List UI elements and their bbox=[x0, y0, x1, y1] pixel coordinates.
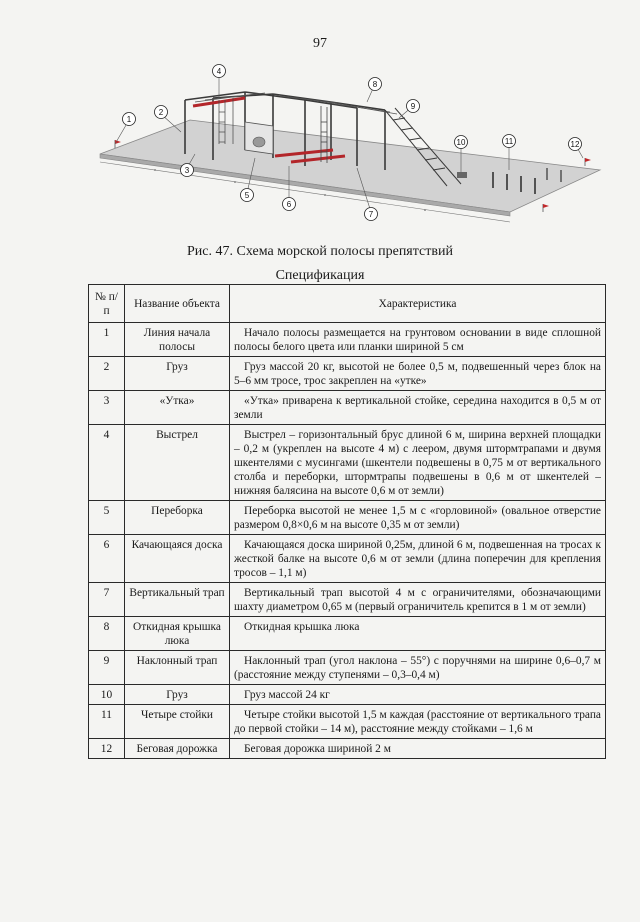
callout-1: 1 bbox=[126, 115, 132, 124]
row-name: Вертикальный трап bbox=[125, 583, 230, 617]
table-row bbox=[89, 501, 606, 535]
row-name: Качающаяся доска bbox=[125, 535, 230, 583]
flag-far bbox=[543, 204, 549, 212]
row-desc: Груз массой 24 кг bbox=[230, 685, 606, 705]
row-desc: Переборка высотой не менее 1,5 м с «горловиной» (овальное отверстие размером 0,8×0,6 м на высоте 0,35 м от земли) bbox=[230, 501, 606, 535]
callout-3: 3 bbox=[184, 166, 190, 175]
table-row bbox=[89, 425, 606, 501]
row-desc: Груз массой 20 кг, высотой не более 0,5 м, подвешенный через блок на 5–6 мм тросе, трос закреплен на «утке» bbox=[230, 357, 606, 391]
figure-caption: Рис. 47. Схема морской полосы препятствий bbox=[187, 244, 453, 259]
row-name: «Утка» bbox=[125, 391, 230, 425]
bulkhead bbox=[245, 122, 273, 154]
table-row bbox=[89, 651, 606, 685]
row-desc: Вертикальный трап высотой 4 м с ограничителями, обозначающими шахту диаметром 0,65 м (первый ограничитель крепится в 1 м от земли) bbox=[230, 583, 606, 617]
row-num: 5 bbox=[89, 501, 125, 535]
row-desc: Наклонный трап (угол наклона – 55°) с поручнями на ширине 0,6–0,7 м (расстояние между ступенями – 0,3–0,4 м) bbox=[230, 651, 606, 685]
row-num: 6 bbox=[89, 535, 125, 583]
row-desc: Откидная крышка люка bbox=[230, 617, 606, 651]
row-name: Груз bbox=[125, 685, 230, 705]
table-row bbox=[89, 583, 606, 617]
callout-5: 5 bbox=[244, 191, 250, 200]
row-name: Выстрел bbox=[125, 425, 230, 501]
weight-24kg bbox=[457, 172, 467, 178]
table-row bbox=[89, 357, 606, 391]
row-desc: Начало полосы размещается на грунтовом основании в виде сплошной полосы белого цвета или планки шириной 5 см bbox=[230, 323, 606, 357]
header-desc: Характеристика bbox=[230, 285, 606, 323]
callout-6: 6 bbox=[286, 200, 292, 209]
table-row bbox=[89, 617, 606, 651]
callout-8: 8 bbox=[372, 80, 378, 89]
row-name: Беговая дорожка bbox=[125, 739, 230, 759]
row-desc: Выстрел – горизонтальный брус длиной 6 м, ширина верхней площадки – 0,2 м (укреплен на высоте 4 м) с леером, двумя штормтрапами и двумя шкентелями с мусингами (шкентели подвешены в 0,75 м от вертикального столба и переборки, штормтрапы подвешены в 0,6 м от шкентелей – нижняя балясина на высоте 0,6 м от земли) bbox=[230, 425, 606, 501]
header-name: Название объекта bbox=[125, 285, 230, 323]
table-row bbox=[89, 535, 606, 583]
row-num: 4 bbox=[89, 425, 125, 501]
row-num: 8 bbox=[89, 617, 125, 651]
table-row bbox=[89, 705, 606, 739]
callout-2: 2 bbox=[158, 108, 164, 117]
row-desc: Качающаяся доска шириной 0,25м, длиной 6 м, подвешенная на тросах к жесткой балке на высоте 0,6 м от земли (длина поперечин для крепления тросов – 1,1 м) bbox=[230, 535, 606, 583]
table-row bbox=[89, 685, 606, 705]
header-num: № п/п bbox=[89, 285, 125, 323]
row-desc: Четыре стойки высотой 1,5 м каждая (расстояние от вертикального трапа до первой стойки – 14 м), расстояние между стойками – 1,6 м bbox=[230, 705, 606, 739]
callout-11: 11 bbox=[504, 137, 514, 146]
row-num: 12 bbox=[89, 739, 125, 759]
row-name: Откидная крышка люка bbox=[125, 617, 230, 651]
spec-title: Спецификация bbox=[275, 268, 365, 283]
table-row bbox=[89, 391, 606, 425]
page-number: 97 bbox=[313, 36, 327, 51]
callout-9: 9 bbox=[410, 102, 416, 111]
callout-7: 7 bbox=[368, 210, 374, 219]
flag-end bbox=[585, 158, 591, 166]
obstacle-course-diagram bbox=[95, 62, 605, 230]
row-desc: «Утка» приварена к вертикальной стойке, середина находится в 0,5 м от земли bbox=[230, 391, 606, 425]
row-name: Линия начала полосы bbox=[125, 323, 230, 357]
row-num: 7 bbox=[89, 583, 125, 617]
row-num: 9 bbox=[89, 651, 125, 685]
spec-table bbox=[88, 284, 606, 759]
table-row bbox=[89, 739, 606, 759]
row-num: 2 bbox=[89, 357, 125, 391]
row-num: 10 bbox=[89, 685, 125, 705]
row-num: 3 bbox=[89, 391, 125, 425]
callout-12: 12 bbox=[570, 140, 580, 149]
row-num: 1 bbox=[89, 323, 125, 357]
row-num: 11 bbox=[89, 705, 125, 739]
row-name: Груз bbox=[125, 357, 230, 391]
spec-header-row bbox=[89, 285, 606, 323]
row-desc: Беговая дорожка шириной 2 м bbox=[230, 739, 606, 759]
row-name: Четыре стойки bbox=[125, 705, 230, 739]
callout-10: 10 bbox=[456, 138, 466, 147]
row-name: Наклонный трап bbox=[125, 651, 230, 685]
table-row bbox=[89, 323, 606, 357]
callout-4: 4 bbox=[216, 67, 222, 76]
row-name: Переборка bbox=[125, 501, 230, 535]
